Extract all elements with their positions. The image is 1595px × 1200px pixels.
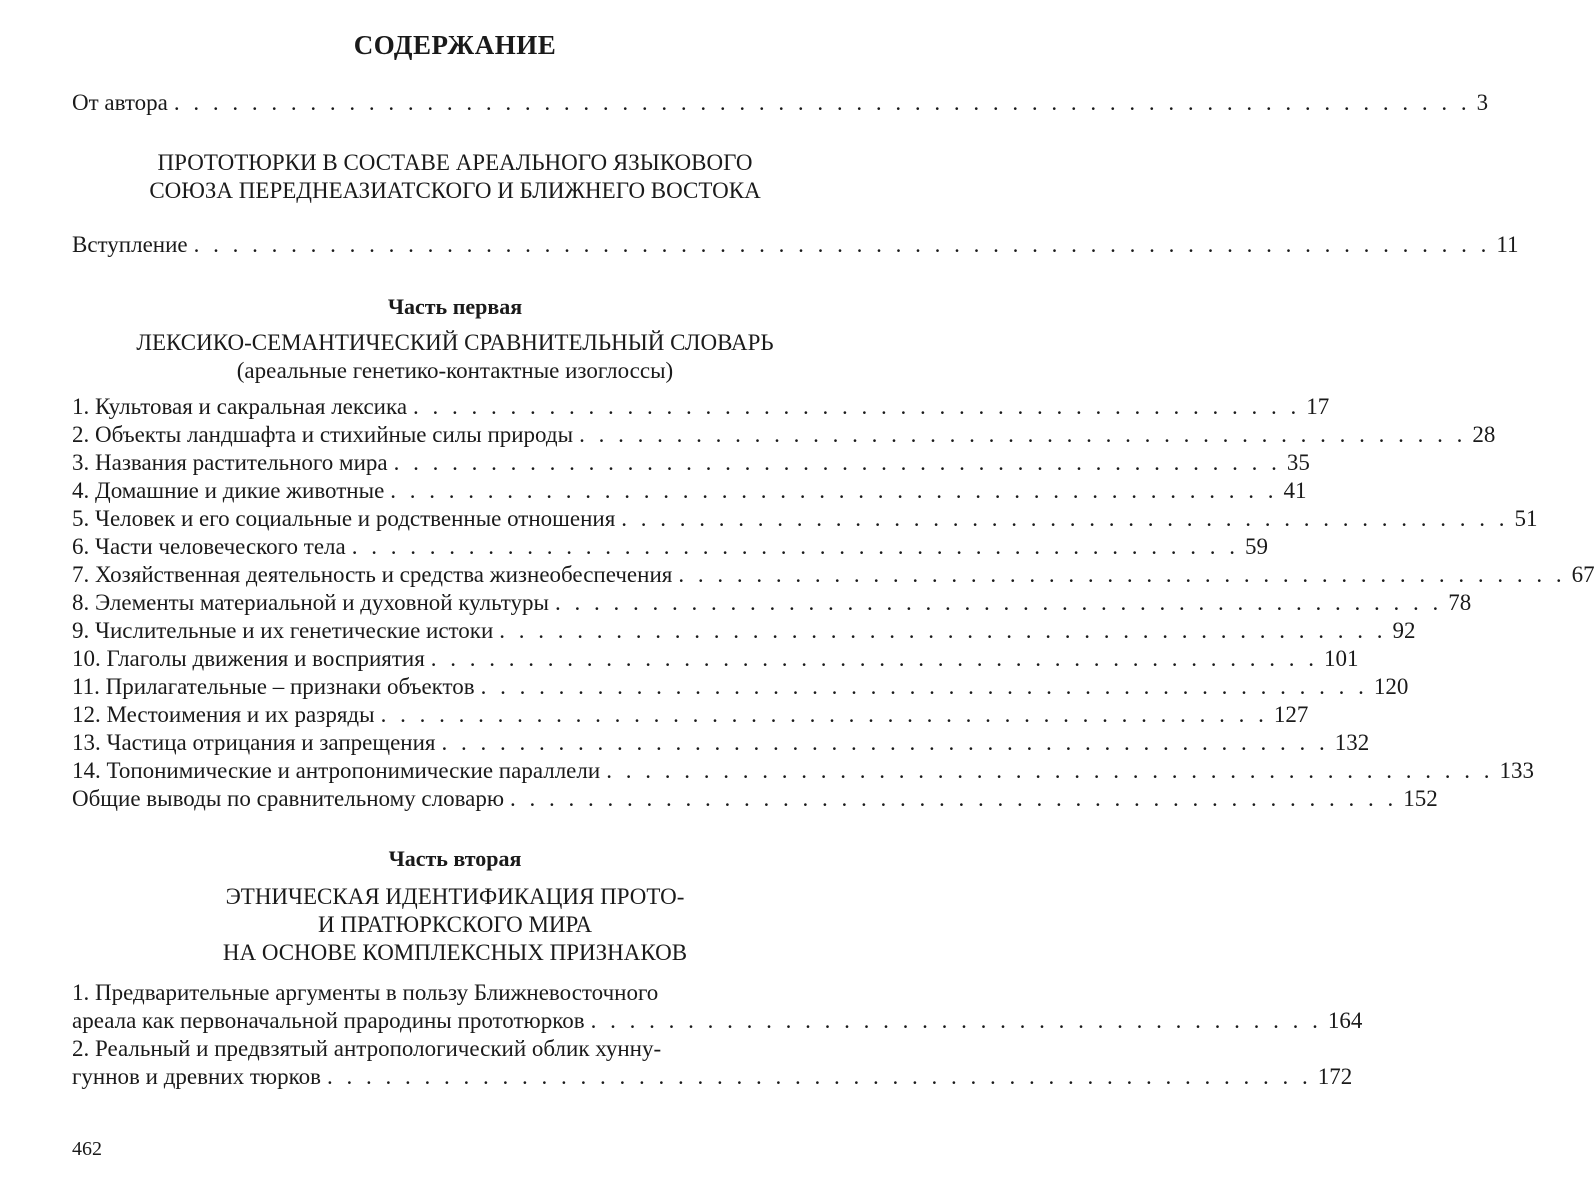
part-one-title: ЛЕКСИКО-СЕМАНТИЧЕСКИЙ СРАВНИТЕЛЬНЫЙ СЛОВАРЬ (136, 330, 774, 355)
leader-dots: . . . . . . . . . . . . . . . . . . . . . . . . . . . . . . . . . . . . . . (590, 1008, 1322, 1033)
part-one-subtitle: (ареальные генетико-контактные изоглоссы) (236, 358, 674, 383)
section-heading (72, 149, 838, 205)
part-two-title-line: И ПРАТЮРКСКОГО МИРА (318, 912, 592, 937)
toc-entry[interactable] (72, 477, 1307, 505)
entry-page: 152 (1403, 786, 1438, 811)
entry-label: 8. Элементы материальной и духовной культуры (72, 590, 549, 615)
toc-entry-front[interactable] (72, 89, 1489, 117)
toc-entry-intro[interactable] (72, 231, 1519, 259)
entry-label: 10. Глаголы движения и восприятия (72, 646, 425, 671)
entry-page: 133 (1499, 758, 1534, 783)
entry-label: 14. Топонимические и антропонимические параллели (72, 758, 601, 783)
entry-page: 92 (1392, 618, 1416, 643)
section-heading-line: СОЮЗА ПЕРЕДНЕАЗИАТСКОГО И БЛИЖНЕГО ВОСТОКА (149, 178, 761, 203)
page-title: СОДЕРЖАНИЕ (353, 30, 557, 60)
leader-dots: . . . . . . . . . . . . . . . . . . . . . . . . . . . . . . . . . . . . . . . . . . . . . . . . . . . (326, 1064, 1312, 1089)
page-number: 462 (72, 1138, 102, 1160)
leader-dots: . . . . . . . . . . . . . . . . . . . . . . . . . . . . . . . . . . . . . . . . . . . . . . (510, 786, 1398, 811)
toc-entry[interactable] (72, 701, 1309, 729)
entry-line2 (72, 1007, 1363, 1035)
entry-label-line1: 1. Предварительные аргументы в пользу Ближневосточного (72, 980, 659, 1005)
part-two-title (72, 883, 838, 967)
entry-page: 35 (1286, 450, 1310, 475)
entry-label: 4. Домашние и дикие животные (72, 478, 385, 503)
toc-entry[interactable] (72, 645, 1359, 673)
leader-dots: . . . . . . . . . . . . . . . . . . . . . . . . . . . . . . . . . . . . . . . . . . . . . . (579, 422, 1467, 447)
entry-label: 6. Части человеческого тела (72, 534, 346, 559)
leader-dots: . . . . . . . . . . . . . . . . . . . . . . . . . . . . . . . . . . . . . . . . . . . . . . (390, 478, 1278, 503)
entry-line2 (72, 1063, 1353, 1091)
entry-page: 17 (1306, 394, 1330, 419)
leader-dots: . . . . . . . . . . . . . . . . . . . . . . . . . . . . . . . . . . . . . . . . . . . . . . (606, 758, 1494, 783)
toc-entry[interactable] (72, 533, 1268, 561)
entry-label: От автора (72, 90, 168, 115)
leader-dots: . . . . . . . . . . . . . . . . . . . . . . . . . . . . . . . . . . . . . . . . . . . . . . (621, 506, 1509, 531)
leader-dots: . . . . . . . . . . . . . . . . . . . . . . . . . . . . . . . . . . . . . . . . . . . . . . . . . . . . . . . . . . . . . . . . . . . (173, 90, 1471, 115)
entry-page: 78 (1448, 590, 1472, 615)
entry-label: 1. Культовая и сакральная лексика (72, 394, 408, 419)
entry-label: 3. Названия растительного мира (72, 450, 388, 475)
toc-entry-multiline[interactable] (72, 1035, 1353, 1091)
entry-label: Вступление (72, 232, 188, 257)
entry-label: Общие выводы по сравнительному словарю (72, 786, 505, 811)
entry-label: 5. Человек и его социальные и родственные отношения (72, 506, 616, 531)
entry-label: 13. Частица отрицания и запрещения (72, 730, 436, 755)
leader-dots: . . . . . . . . . . . . . . . . . . . . . . . . . . . . . . . . . . . . . . . . . . . . . . (430, 646, 1319, 671)
part-two-title-line: ЭТНИЧЕСКАЯ ИДЕНТИФИКАЦИЯ ПРОТО- (225, 884, 685, 909)
toc-entry[interactable] (72, 589, 1472, 617)
toc-entry[interactable] (72, 561, 1595, 589)
entry-label: 7. Хозяйственная деятельность и средства жизнеобеспечения (72, 562, 673, 587)
toc-entry[interactable] (72, 449, 1310, 477)
entry-label: 11. Прилагательные – признаки объектов (72, 674, 475, 699)
entry-page: 59 (1244, 534, 1268, 559)
entry-label: 12. Местоимения и их разряды (72, 702, 375, 727)
entry-page: 51 (1514, 506, 1538, 531)
entry-page: 164 (1327, 1008, 1363, 1033)
leader-dots: . . . . . . . . . . . . . . . . . . . . . . . . . . . . . . . . . . . . . . . . . . . . . . (393, 450, 1281, 475)
entry-page: 132 (1334, 730, 1370, 755)
part-two-title-line: НА ОСНОВЕ КОМПЛЕКСНЫХ ПРИЗНАКОВ (222, 940, 688, 965)
toc-entry[interactable] (72, 617, 1416, 645)
section-heading-line: ПРОТОТЮРКИ В СОСТАВЕ АРЕАЛЬНОГО ЯЗЫКОВОГО (157, 150, 753, 175)
entry-label-line2: ареала как первоначальной прародины прототюрков (72, 1008, 585, 1033)
toc-entry[interactable] (72, 785, 1438, 813)
entry-page: 11 (1496, 232, 1519, 257)
part-one-label: Часть первая (387, 294, 523, 319)
entry-label: 9. Числительные и их генетические истоки (72, 618, 494, 643)
part-one-list (72, 393, 1595, 813)
entry-label-line2: гуннов и древних тюрков (72, 1064, 321, 1089)
toc-entry[interactable] (72, 393, 1330, 421)
toc-page (72, 0, 1595, 1091)
entry-page: 172 (1317, 1064, 1353, 1089)
leader-dots: . . . . . . . . . . . . . . . . . . . . . . . . . . . . . . . . . . . . . . . . . . . . . . (380, 702, 1268, 727)
leader-dots: . . . . . . . . . . . . . . . . . . . . . . . . . . . . . . . . . . . . . . . . . . . . . . (499, 618, 1387, 643)
leader-dots: . . . . . . . . . . . . . . . . . . . . . . . . . . . . . . . . . . . . . . . . . . . . . . (678, 562, 1566, 587)
entry-page: 127 (1273, 702, 1309, 727)
part-two-label: Часть вторая (388, 846, 522, 871)
entry-page: 41 (1283, 478, 1307, 503)
leader-dots: . . . . . . . . . . . . . . . . . . . . . . . . . . . . . . . . . . . . . . . . . . . . . . (554, 590, 1443, 615)
part-two-list (72, 979, 1363, 1091)
toc-entry[interactable] (72, 729, 1370, 757)
entry-page: 67 (1571, 562, 1595, 587)
entry-page: 120 (1373, 674, 1409, 699)
leader-dots: . . . . . . . . . . . . . . . . . . . . . . . . . . . . . . . . . . . . . . . . . . . . . . (480, 674, 1368, 699)
entry-page: 28 (1472, 422, 1496, 447)
leader-dots: . . . . . . . . . . . . . . . . . . . . . . . . . . . . . . . . . . . . . . . . . . . . . . (413, 394, 1301, 419)
leader-dots: . . . . . . . . . . . . . . . . . . . . . . . . . . . . . . . . . . . . . . . . . . . . . . (441, 730, 1329, 755)
entry-label: 2. Объекты ландшафта и стихийные силы природы (72, 422, 574, 447)
toc-entry[interactable] (72, 757, 1534, 785)
toc-entry[interactable] (72, 421, 1496, 449)
toc-entry-multiline[interactable] (72, 979, 1363, 1035)
leader-dots: . . . . . . . . . . . . . . . . . . . . . . . . . . . . . . . . . . . . . . . . . . . . . . . . . . . . . . . . . . . . . . . . . . . (193, 232, 1491, 257)
entry-page: 3 (1476, 90, 1489, 115)
leader-dots: . . . . . . . . . . . . . . . . . . . . . . . . . . . . . . . . . . . . . . . . . . . . . . (351, 534, 1239, 559)
entry-page: 101 (1324, 646, 1359, 671)
toc-entry[interactable] (72, 505, 1538, 533)
entry-label-line1: 2. Реальный и предвзятый антропологический облик хунну- (72, 1036, 662, 1061)
toc-entry[interactable] (72, 673, 1409, 701)
